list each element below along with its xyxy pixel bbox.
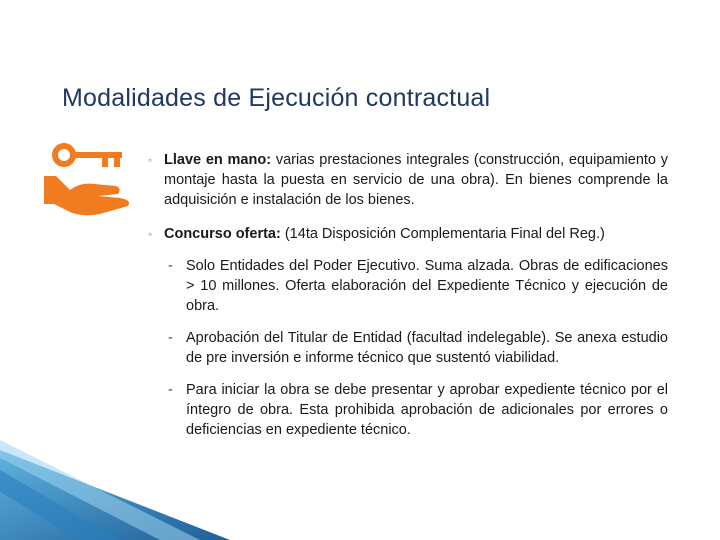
bullet-text: varias prestaciones integrales (construcción, equipamiento y montaje hasta la puesta en servicio de una obra). En bienes comprende la adquisición e instalación de los bienes. (164, 152, 668, 208)
dash-bullet-icon: - (168, 330, 173, 346)
bullet-label: Llave en mano: (164, 152, 272, 168)
subitem-text: Para iniciar la obra se debe presentar y aprobar expediente técnico por el íntegro de obra. Esta prohibida aprobación de adicionales por errores o deficiencias en expediente técnico. (186, 382, 668, 438)
subitem-text: Aprobación del Titular de Entidad (facultad indelegable). Se anexa estudio de pre inversión e informe técnico que sustentó viabilidad. (186, 330, 668, 366)
subitem (148, 380, 668, 440)
circle-bullet-icon: ◦ (148, 227, 153, 241)
key-in-hand-icon (40, 140, 140, 220)
subitem (148, 328, 668, 368)
bullet-label: Concurso oferta: (164, 226, 281, 242)
dash-bullet-icon: - (168, 258, 173, 274)
dash-bullet-icon: - (168, 382, 173, 398)
bullet-concurso-oferta (148, 224, 668, 244)
content (148, 150, 668, 452)
bullet-llave-en-mano (148, 150, 668, 210)
subitem-text: Solo Entidades del Poder Ejecutivo. Suma alzada. Obras de edificaciones > 10 millones. Oferta elaboración del Expediente Técnico y ejecución de obra. (186, 258, 668, 314)
circle-bullet-icon: ◦ (148, 153, 153, 167)
subitem (148, 256, 668, 316)
bullet-text: (14ta Disposición Complementaria Final del Reg.) (280, 226, 605, 242)
slide-title: Modalidades de Ejecución contractual (62, 84, 491, 112)
decorative-corner (0, 440, 230, 540)
